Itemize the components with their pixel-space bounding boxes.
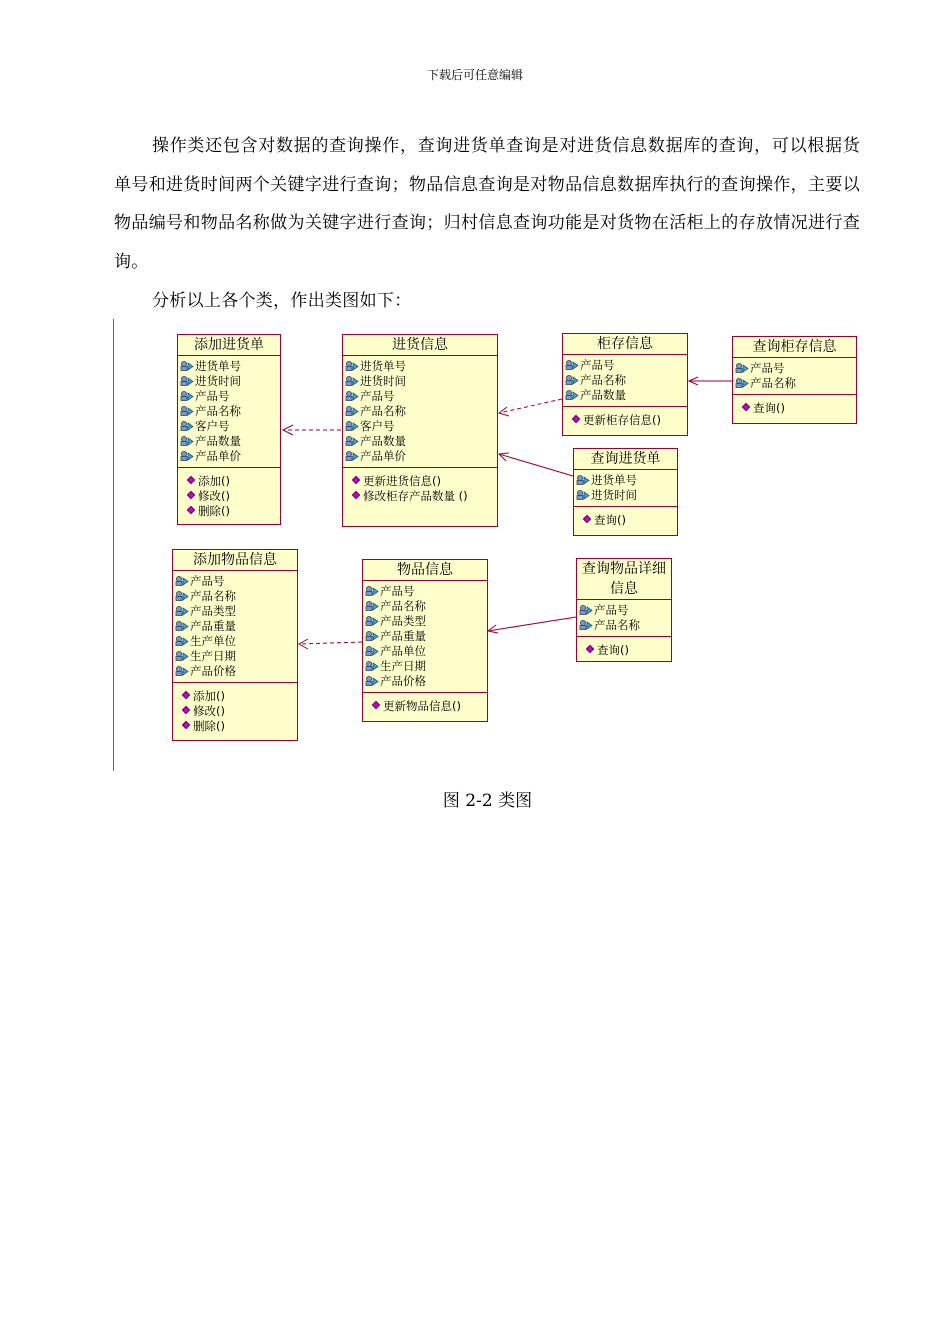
attribute-icon	[365, 631, 379, 642]
class-name: 添加进货单	[178, 335, 280, 356]
operation-label: 删除()	[198, 504, 230, 518]
attribute-label: 产品重量	[380, 629, 426, 643]
operation-compartment	[173, 683, 297, 736]
attribute-icon	[345, 436, 359, 447]
attribute-icon	[365, 616, 379, 627]
attribute-row	[175, 574, 297, 589]
paragraph-analysis: 分析以上各个类，作出类图如下：	[152, 291, 412, 311]
attribute-label: 生产日期	[380, 659, 426, 673]
attribute-icon	[175, 636, 189, 647]
operation-icon	[182, 690, 190, 698]
attribute-icon	[735, 378, 749, 389]
attribute-label: 产品单价	[195, 449, 241, 463]
attribute-icon	[175, 666, 189, 677]
attribute-label: 产品号	[190, 574, 225, 588]
attribute-label: 产品名称	[190, 589, 236, 603]
operation-label: 更新进货信息()	[363, 474, 441, 488]
attribute-label: 产品名称	[750, 376, 796, 390]
attribute-icon	[365, 661, 379, 672]
operation-compartment	[178, 468, 280, 521]
attribute-row	[175, 619, 297, 634]
attribute-label: 产品类型	[380, 614, 426, 628]
attribute-icon	[345, 421, 359, 432]
attribute-row	[345, 389, 497, 404]
attribute-row	[345, 434, 497, 449]
class-query-stock	[732, 336, 857, 424]
attribute-icon	[565, 375, 579, 386]
operation-label: 更新柜存信息()	[583, 413, 661, 427]
attribute-row	[365, 644, 487, 659]
attribute-label: 进货单号	[591, 473, 637, 487]
attribute-icon	[576, 490, 590, 501]
attribute-icon	[180, 406, 194, 417]
attribute-label: 产品名称	[580, 373, 626, 387]
operation-row	[188, 504, 280, 519]
attribute-label: 客户号	[360, 419, 395, 433]
attribute-row	[175, 664, 297, 679]
attribute-row	[345, 374, 497, 389]
attribute-label: 进货时间	[195, 374, 241, 388]
attribute-icon	[180, 436, 194, 447]
attribute-icon	[345, 406, 359, 417]
attribute-label: 进货时间	[591, 488, 637, 502]
attribute-label: 产品号	[195, 389, 230, 403]
attribute-row	[180, 374, 280, 389]
class-stock-info	[562, 333, 688, 436]
class-query-purchase	[573, 448, 678, 536]
attribute-label: 进货单号	[360, 359, 406, 373]
operation-icon	[586, 644, 594, 652]
attribute-label: 产品号	[594, 603, 629, 617]
operation-label: 查询()	[594, 513, 626, 527]
operation-compartment	[563, 407, 687, 430]
attribute-label: 产品数量	[360, 434, 406, 448]
operation-row	[587, 643, 671, 658]
attribute-row	[180, 359, 280, 374]
attribute-row	[175, 589, 297, 604]
attribute-label: 客户号	[195, 419, 230, 433]
operation-label: 添加()	[193, 689, 225, 703]
attribute-label: 生产日期	[190, 649, 236, 663]
operation-row	[353, 474, 497, 489]
attribute-row	[345, 419, 497, 434]
attribute-row	[180, 434, 280, 449]
attribute-label: 产品号	[750, 361, 785, 375]
operation-label: 查询()	[597, 643, 629, 657]
attribute-row	[365, 614, 487, 629]
attribute-row	[180, 389, 280, 404]
operation-row	[183, 704, 297, 719]
operation-icon	[187, 490, 195, 498]
attribute-row	[345, 359, 497, 374]
attribute-row	[365, 599, 487, 614]
operation-row	[573, 413, 687, 428]
attribute-label: 产品价格	[380, 674, 426, 688]
operation-label: 修改柜存产品数量 ()	[363, 489, 468, 503]
attribute-icon	[175, 621, 189, 632]
operation-row	[188, 489, 280, 504]
attribute-row	[175, 634, 297, 649]
attribute-label: 产品单价	[360, 449, 406, 463]
attribute-row	[175, 604, 297, 619]
attribute-icon	[365, 646, 379, 657]
operation-compartment	[363, 693, 487, 716]
operation-icon	[187, 505, 195, 513]
operation-row	[183, 689, 297, 704]
operation-icon	[583, 514, 591, 522]
arrowhead-open	[488, 625, 498, 633]
operation-label: 修改()	[193, 704, 225, 718]
class-name: 查询物品详细信息	[577, 559, 671, 600]
operation-label: 查询()	[753, 401, 785, 415]
attribute-compartment	[173, 571, 297, 683]
association-line-query-item	[488, 617, 576, 631]
operation-icon	[352, 475, 360, 483]
association-line-query-purchase	[499, 454, 573, 476]
attribute-icon	[175, 651, 189, 662]
attribute-icon	[180, 361, 194, 372]
attribute-row	[180, 419, 280, 434]
operation-compartment	[577, 637, 671, 660]
attribute-label: 产品名称	[380, 599, 426, 613]
operation-icon	[742, 402, 750, 410]
class-query-item	[576, 558, 672, 662]
class-item-info	[362, 559, 488, 722]
attribute-label: 产品名称	[360, 404, 406, 418]
attribute-icon	[565, 390, 579, 401]
attribute-row	[576, 488, 677, 503]
attribute-row	[345, 404, 497, 419]
attribute-icon	[180, 376, 194, 387]
class-purchase-info	[342, 334, 498, 527]
operation-icon	[352, 490, 360, 498]
attribute-icon	[365, 676, 379, 687]
attribute-label: 产品数量	[580, 388, 626, 402]
operation-label: 更新物品信息()	[383, 699, 461, 713]
attribute-label: 产品号	[580, 358, 615, 372]
operation-compartment	[733, 395, 856, 418]
attribute-label: 产品数量	[195, 434, 241, 448]
operation-icon	[182, 720, 190, 728]
class-name: 查询进货单	[574, 449, 677, 470]
attribute-icon	[175, 591, 189, 602]
attribute-label: 产品名称	[594, 618, 640, 632]
attribute-row	[365, 674, 487, 689]
attribute-row	[345, 449, 497, 464]
attribute-label: 进货单号	[195, 359, 241, 373]
attribute-icon	[345, 361, 359, 372]
class-name: 物品信息	[363, 560, 487, 581]
attribute-label: 产品单位	[380, 644, 426, 658]
attribute-label: 进货时间	[360, 374, 406, 388]
operation-icon	[182, 705, 190, 713]
attribute-label: 产品号	[360, 389, 395, 403]
attribute-label: 产品价格	[190, 664, 236, 678]
attribute-row	[175, 649, 297, 664]
operation-row	[188, 474, 280, 489]
operation-row	[743, 401, 856, 416]
attribute-icon	[180, 451, 194, 462]
attribute-compartment	[574, 470, 677, 507]
operation-icon	[187, 475, 195, 483]
attribute-row	[576, 473, 677, 488]
attribute-label: 产品名称	[195, 404, 241, 418]
attribute-icon	[345, 376, 359, 387]
class-add-item	[172, 549, 298, 741]
operation-label: 删除()	[193, 719, 225, 733]
attribute-label: 产品重量	[190, 619, 236, 633]
class-name: 柜存信息	[563, 334, 687, 355]
paragraph-query-ops: 操作类还包含对数据的查询操作，查询进货单查询是对进货信息数据库的查询，可以根据货单号和进货时间两个关键字进行查询；物品信息查询是对物品信息数据库执行的查询操作，主要以物品编号和物品名称做为关键字进行查询；归村信息查询功能是对货物在活柜上的存放情况进行查询。	[114, 136, 860, 272]
operation-icon	[372, 700, 380, 708]
attribute-compartment	[577, 600, 671, 637]
attribute-icon	[579, 620, 593, 631]
attribute-icon	[565, 360, 579, 371]
attribute-icon	[579, 605, 593, 616]
attribute-icon	[365, 601, 379, 612]
attribute-compartment	[733, 358, 856, 395]
operation-icon	[572, 414, 580, 422]
operation-label: 添加()	[198, 474, 230, 488]
attribute-icon	[345, 391, 359, 402]
attribute-row	[365, 584, 487, 599]
operation-row	[183, 719, 297, 734]
attribute-icon	[365, 586, 379, 597]
operation-compartment	[574, 507, 677, 530]
figure-caption: 图 2-2 类图	[442, 791, 533, 811]
attribute-row	[365, 629, 487, 644]
attribute-icon	[175, 576, 189, 587]
attribute-row	[180, 404, 280, 419]
attribute-icon	[180, 391, 194, 402]
attribute-label: 生产单位	[190, 634, 236, 648]
class-name: 查询柜存信息	[733, 337, 856, 358]
class-name: 添加物品信息	[173, 550, 297, 571]
attribute-icon	[735, 363, 749, 374]
attribute-row	[565, 388, 687, 403]
attribute-compartment	[343, 356, 497, 468]
dependency-line-item	[299, 642, 362, 644]
attribute-row	[565, 358, 687, 373]
operation-row	[353, 489, 497, 504]
operation-compartment	[343, 468, 497, 506]
class-name: 进货信息	[343, 335, 497, 356]
operation-label: 修改()	[198, 489, 230, 503]
attribute-label: 产品号	[380, 584, 415, 598]
attribute-row	[579, 603, 671, 618]
attribute-row	[579, 618, 671, 633]
attribute-icon	[175, 606, 189, 617]
attribute-icon	[345, 451, 359, 462]
attribute-compartment	[563, 355, 687, 407]
page-header: 下载后可任意编辑	[426, 68, 523, 82]
operation-row	[373, 699, 487, 714]
attribute-row	[565, 373, 687, 388]
dependency-line-stock	[499, 399, 562, 413]
attribute-label: 产品类型	[190, 604, 236, 618]
attribute-row	[735, 376, 856, 391]
attribute-compartment	[363, 581, 487, 693]
operation-row	[584, 513, 677, 528]
attribute-row	[735, 361, 856, 376]
attribute-row	[365, 659, 487, 674]
attribute-icon	[180, 421, 194, 432]
attribute-icon	[576, 475, 590, 486]
attribute-row	[180, 449, 280, 464]
class-add-purchase	[177, 334, 281, 525]
attribute-compartment	[178, 356, 280, 468]
